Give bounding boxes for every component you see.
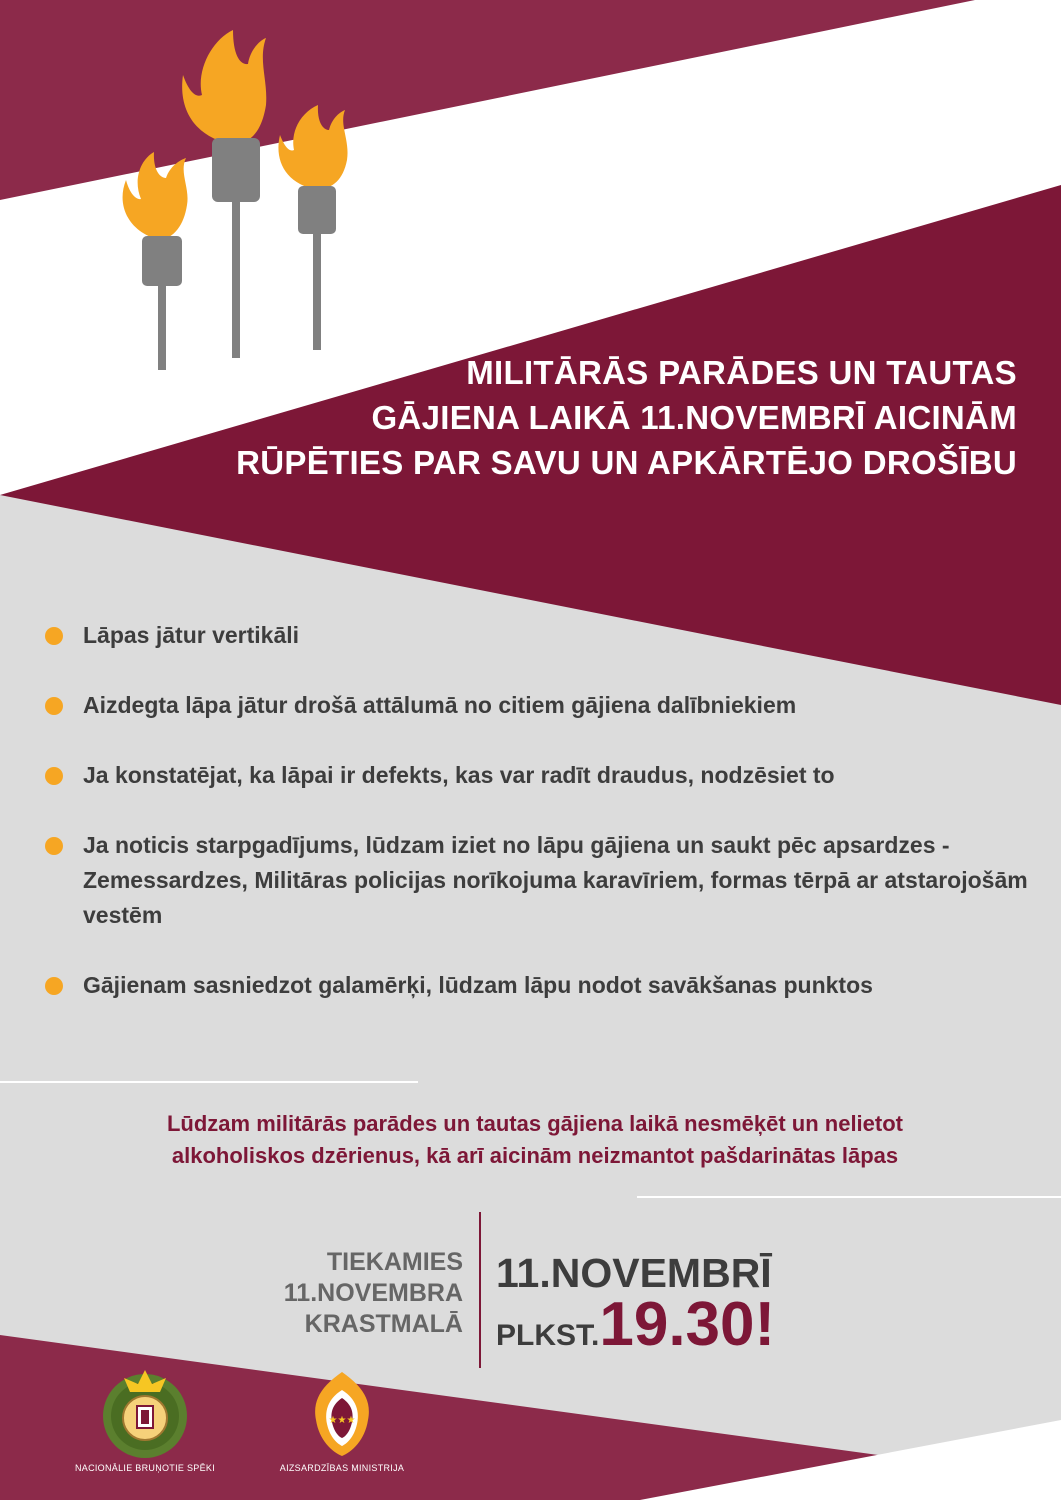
headline	[117, 350, 1017, 485]
event-date: 11.NOVEMBRĪ	[496, 1250, 772, 1296]
headline-line: MILITĀRĀS PARĀDES UN TAUTAS	[466, 354, 1017, 391]
rule-text: Ja noticis starpgadījums, lūdzam iziet no lāpu gājiena un saukt pēc apsardzes - Zemessardzes, Militāras policijas norīkojuma karavīriem, formas tērpā ar atstarojošām vestēm	[83, 832, 1028, 928]
torch-left-icon	[123, 152, 188, 370]
logo-caption-mod: AIZSARDZĪBAS MINISTRIJA	[279, 1463, 405, 1473]
rule-item	[45, 828, 1035, 933]
bullet-dot-icon	[45, 977, 63, 995]
bullet-dot-icon	[45, 697, 63, 715]
rule-item	[45, 968, 1035, 1003]
rule-item	[45, 618, 1035, 653]
bullet-dot-icon	[45, 837, 63, 855]
time-prefix: PLKST.	[496, 1319, 600, 1352]
bullet-dot-icon	[45, 627, 63, 645]
meeting-line: TIEKAMIES	[326, 1248, 463, 1276]
headline-line: RŪPĒTIES PAR SAVU UN APKĀRTĒJO DROŠĪBU	[236, 444, 1017, 481]
notice-line: Lūdzam militārās parādes un tautas gājiena laikā nesmēķēt un nelietot	[166, 1111, 903, 1136]
svg-text:★★★: ★★★	[328, 1415, 356, 1426]
headline-line: GĀJIENA LAIKĀ 11.NOVEMBRĪ AICINĀM	[371, 399, 1017, 436]
time-value: 19.30!	[599, 1290, 776, 1359]
torch-right-icon	[278, 105, 347, 350]
logo-caption-nbs: NACIONĀLIE BRUŅOTIE SPĒKI	[74, 1463, 216, 1473]
rule-text: Lāpas jātur vertikāli	[83, 622, 300, 648]
rule-text: Gājienam sasniedzot galamērķi, lūdzam lāpu nodot savākšanas punktos	[83, 972, 873, 998]
notice	[60, 1108, 1010, 1172]
bullet-dot-icon	[45, 767, 63, 785]
event-time	[496, 1290, 775, 1360]
rule-text: Aizdegta lāpa jātur drošā attālumā no citiem gājiena dalībniekiem	[83, 692, 797, 718]
meeting-line: 11.NOVEMBRA	[283, 1279, 463, 1307]
meeting-place	[284, 1247, 463, 1340]
safety-rules-list	[45, 618, 1035, 1038]
meeting-line: KRASTMALĀ	[304, 1310, 463, 1338]
rule-item	[45, 758, 1035, 793]
rule-item	[45, 688, 1035, 723]
notice-line: alkoholiskos dzērienus, kā arī aicinām neizmantot pašdarinātas lāpas	[171, 1143, 899, 1168]
rule-text: Ja konstatējat, ka lāpai ir defekts, kas var radīt draudus, nodzēsiet to	[83, 762, 835, 788]
